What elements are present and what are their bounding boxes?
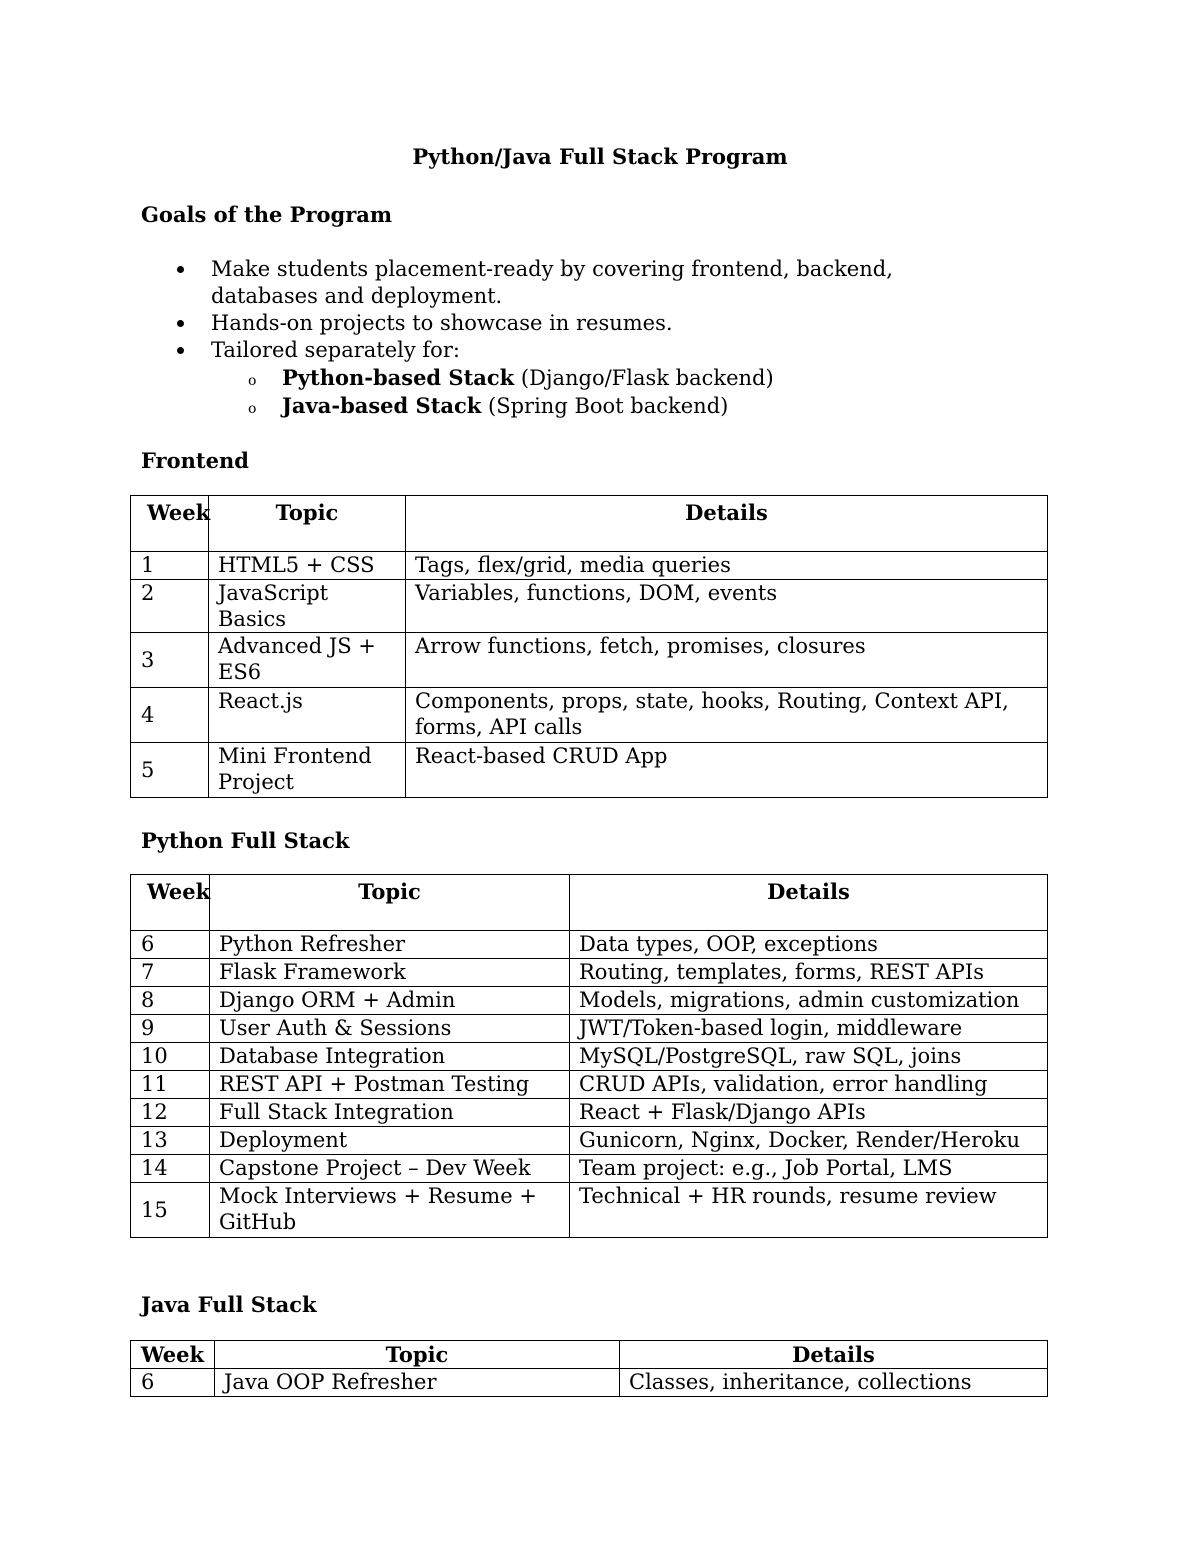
- table-row: 10 Database Integration MySQL/PostgreSQL, raw SQL, joins: [131, 1043, 1048, 1071]
- bullet-icon: [177, 266, 184, 273]
- page-title: Python/Java Full Stack Program: [412, 144, 788, 169]
- table-row: 2 JavaScript Basics Variables, functions, DOM, events: [131, 580, 1048, 633]
- table-row: 13 Deployment Gunicorn, Nginx, Docker, Render/Heroku: [131, 1127, 1048, 1155]
- circle-bullet-icon: o: [248, 401, 257, 417]
- list-item: Tailored separately for: o Python-based Stack (Django/Flask backend) o Java-based Stack (Spring Boot backend): [141, 337, 1001, 420]
- list-item: Hands-on projects to showcase in resumes.: [141, 310, 1001, 337]
- list-item: Make students placement-ready by covering frontend, backend, databases and deployment.: [141, 256, 1001, 310]
- column-header: Topic: [215, 1341, 620, 1369]
- column-header: Details: [406, 496, 1048, 552]
- table-row: 7 Flask Framework Routing, templates, forms, REST APIs: [131, 959, 1048, 987]
- table-row: 8 Django ORM + Admin Models, migrations, admin customization: [131, 987, 1048, 1015]
- column-header: Details: [570, 875, 1048, 931]
- table-row: 12 Full Stack Integration React + Flask/Django APIs: [131, 1099, 1048, 1127]
- sub-list-item: o Python-based Stack (Django/Flask backend): [211, 364, 1001, 392]
- column-header: Week: [131, 1341, 215, 1369]
- python-table: [130, 874, 1048, 1238]
- python-heading: Python Full Stack: [141, 828, 350, 853]
- table-header-row: [131, 875, 1048, 931]
- column-header: Topic: [209, 496, 406, 552]
- goals-heading: Goals of the Program: [141, 202, 393, 227]
- bullet-icon: [177, 320, 184, 327]
- goals-list: [141, 256, 1001, 420]
- column-header: Week: [131, 875, 210, 931]
- table-row: 9 User Auth & Sessions JWT/Token-based login, middleware: [131, 1015, 1048, 1043]
- table-header-row: [131, 1341, 1048, 1369]
- sub-list-item: o Java-based Stack (Spring Boot backend): [211, 392, 1001, 420]
- table-row: 11 REST API + Postman Testing CRUD APIs, validation, error handling: [131, 1071, 1048, 1099]
- table-row: 1 HTML5 + CSS Tags, flex/grid, media queries: [131, 552, 1048, 580]
- table-row: 6 Java OOP Refresher Classes, inheritance, collections: [131, 1369, 1048, 1397]
- bullet-icon: [177, 347, 184, 354]
- table-row: 15 Mock Interviews + Resume + GitHub Technical + HR rounds, resume review: [131, 1183, 1048, 1238]
- stack-sublist: [211, 364, 1001, 420]
- table-header-row: [131, 496, 1048, 552]
- table-row: 5 Mini Frontend Project React-based CRUD App: [131, 743, 1048, 798]
- column-header: Details: [620, 1341, 1048, 1369]
- column-header: Week: [131, 496, 209, 552]
- column-header: Topic: [210, 875, 570, 931]
- frontend-heading: Frontend: [141, 448, 249, 473]
- table-row: 3 Advanced JS + ES6 Arrow functions, fetch, promises, closures: [131, 633, 1048, 688]
- circle-bullet-icon: o: [248, 373, 257, 389]
- frontend-table: [130, 495, 1048, 798]
- table-row: 14 Capstone Project – Dev Week Team project: e.g., Job Portal, LMS: [131, 1155, 1048, 1183]
- java-table: [130, 1340, 1048, 1397]
- java-heading: Java Full Stack: [141, 1292, 317, 1317]
- table-row: 6 Python Refresher Data types, OOP, exceptions: [131, 931, 1048, 959]
- table-row: 4 React.js Components, props, state, hooks, Routing, Context API, forms, API calls: [131, 688, 1048, 743]
